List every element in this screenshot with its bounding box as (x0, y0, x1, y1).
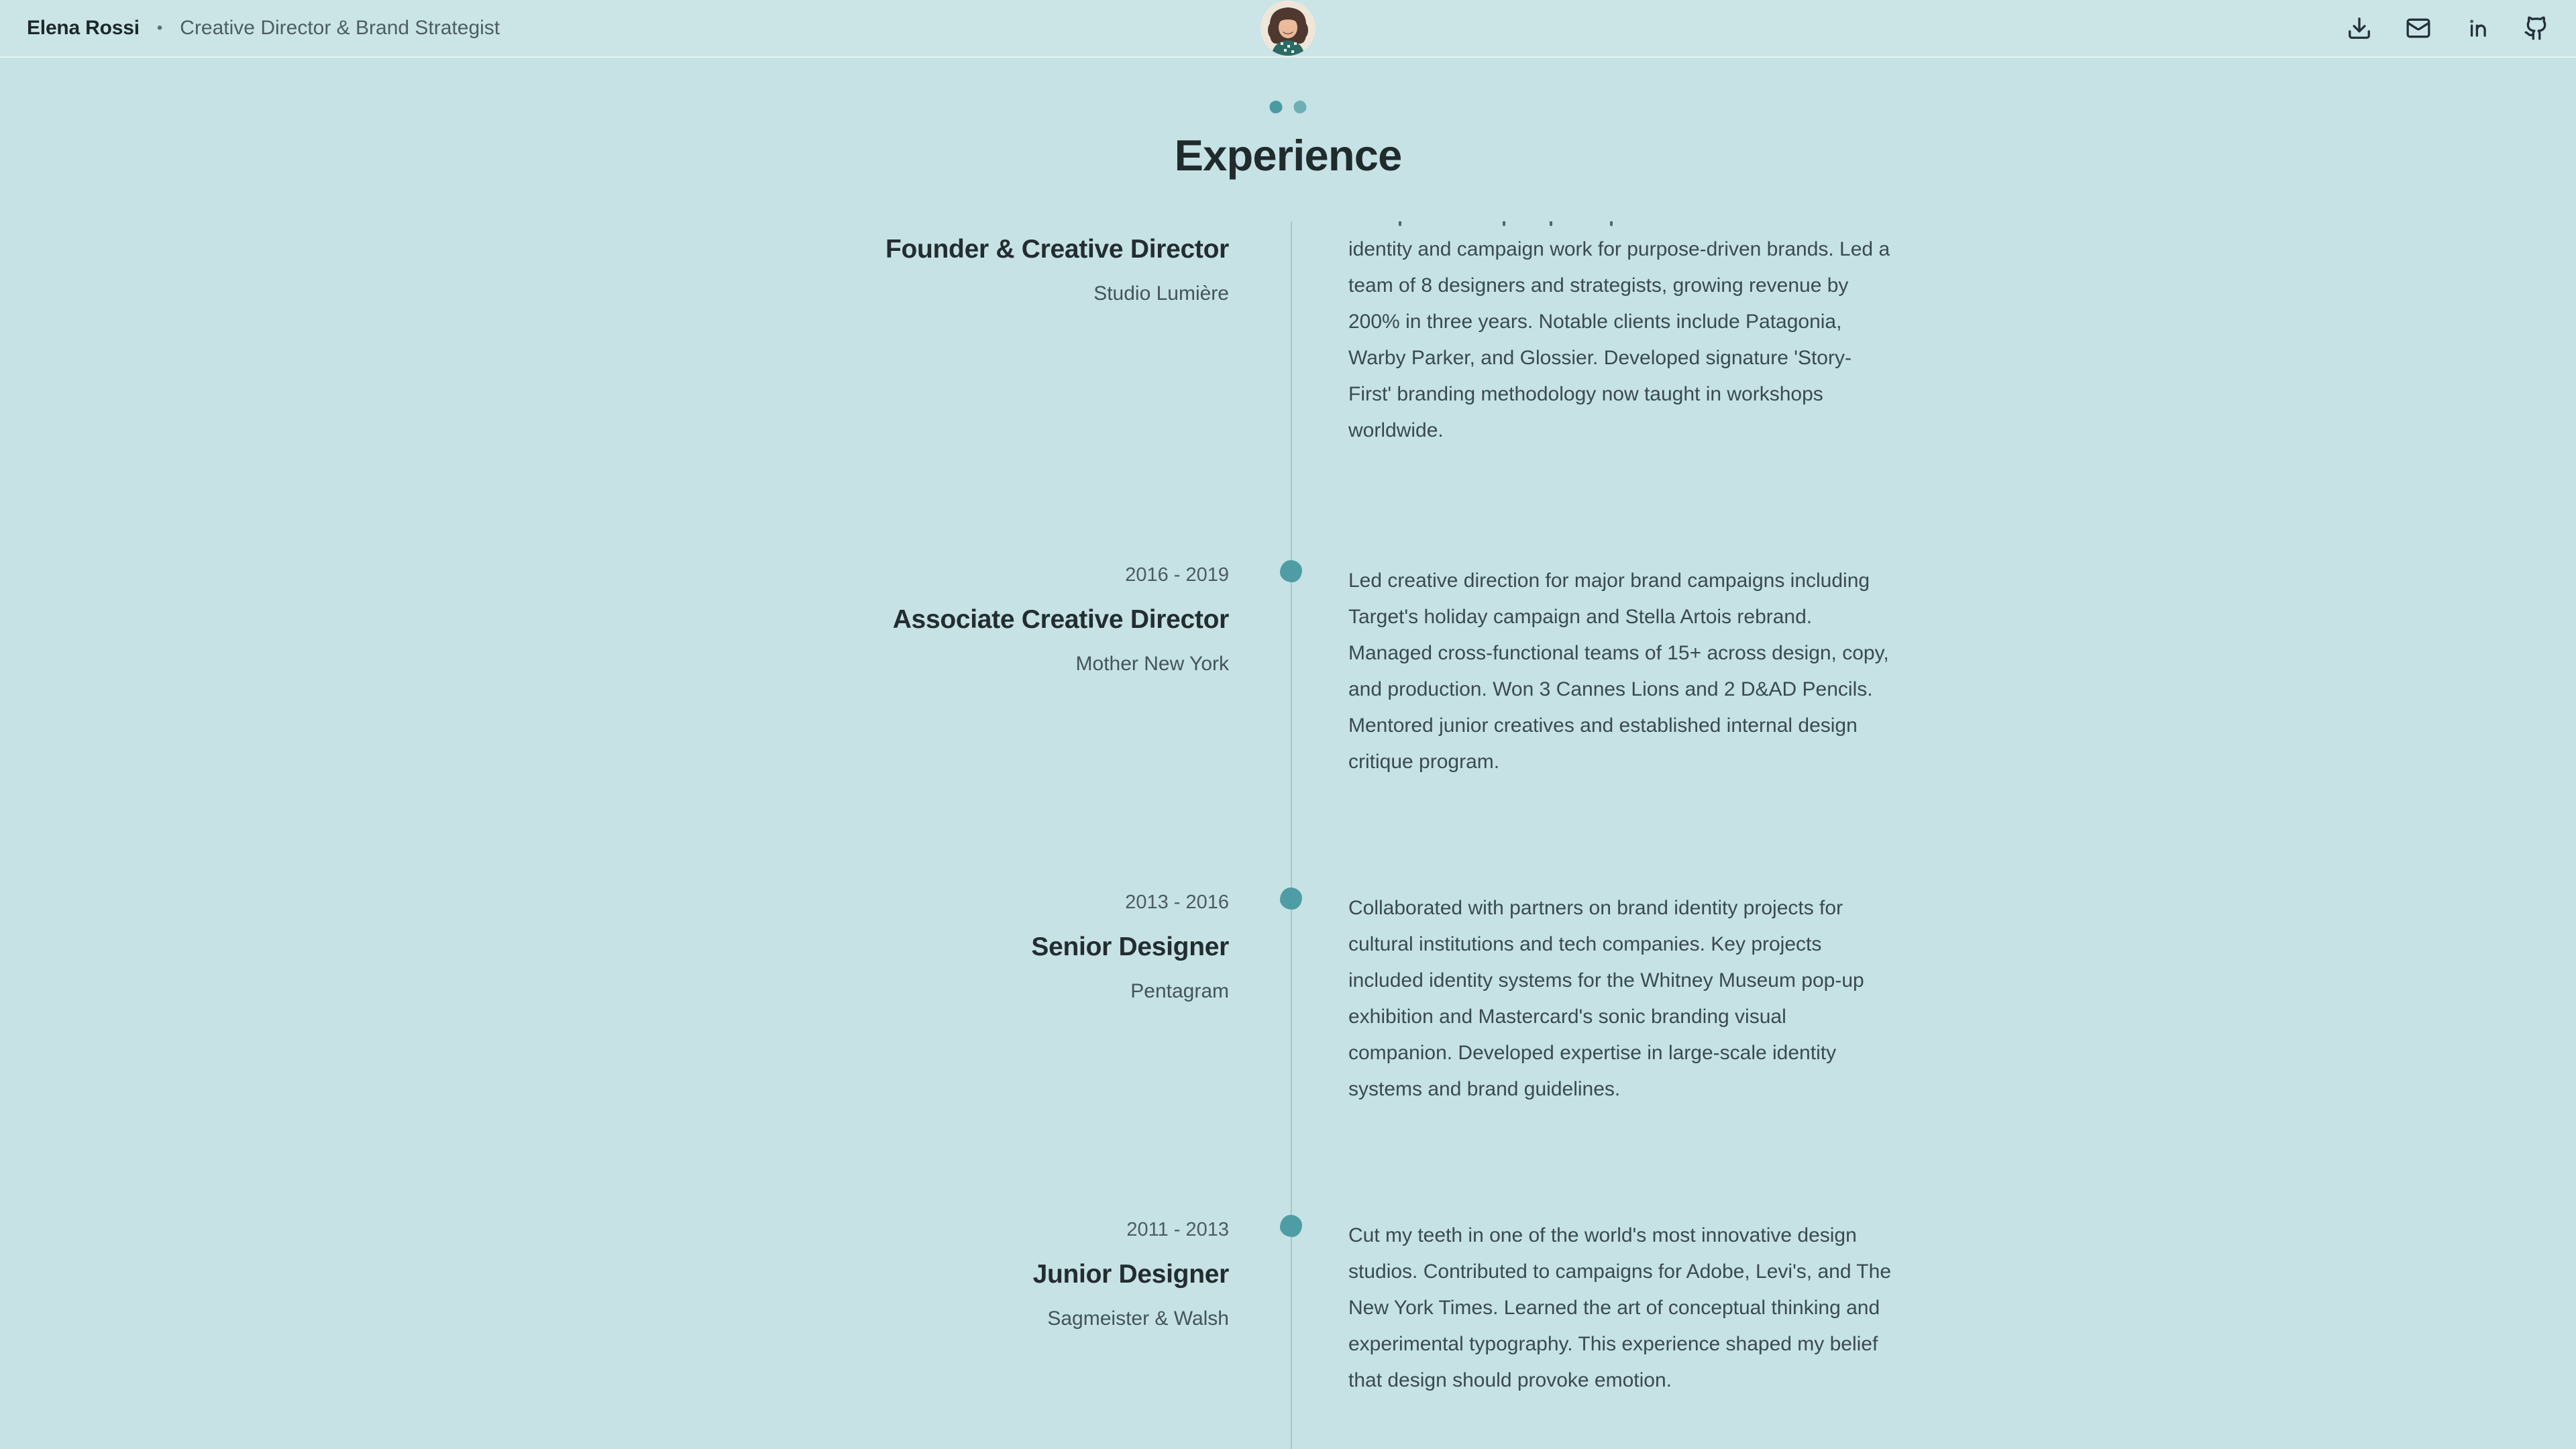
section-title: Experience (1174, 131, 1402, 180)
email-button[interactable] (2406, 15, 2431, 41)
entry-body (1348, 1218, 1892, 1399)
person-name: Elena Rossi (27, 17, 140, 39)
entry-company: Mother New York (1075, 653, 1229, 675)
separator-dot: • (156, 19, 163, 37)
entry-description: Led creative direction for major brand campaigns including Target's holiday campaign and Stella Artois rebrand. Managed cross-functional teams of 15+ across design, copy, and production. Won 3 Cannes Lions and 2 D&AD Pencils. Mentored junior creatives and established internal design critique program. (1348, 570, 1889, 773)
github-icon (2524, 15, 2549, 41)
mail-icon (2406, 15, 2431, 41)
experience-entry (867, 221, 1893, 449)
entry-body (1348, 890, 1892, 1108)
section-dot-active[interactable] (1270, 101, 1283, 113)
timeline-content (867, 221, 1893, 1399)
avatar-image (1260, 1, 1316, 56)
section-dot[interactable] (1294, 101, 1307, 113)
avatar[interactable] (1260, 1, 1316, 56)
timeline-dot (1280, 888, 1302, 910)
entry-description: Cut my teeth in one of the world's most innovative design studios. Contributed to campaigns for Adobe, Levi's, and The New York Times. Learned the art of conceptual thinking and experimental typography. This experience shaped my belief that design should provoke emotion. (1348, 1224, 1892, 1391)
entry-company: Sagmeister & Walsh (1047, 1307, 1229, 1330)
linkedin-icon (2465, 15, 2490, 41)
entry-company: Studio Lumière (1093, 282, 1229, 305)
entry-title: Associate Creative Director (892, 605, 1229, 634)
download-icon (2347, 15, 2372, 41)
top-bar (0, 0, 2576, 58)
entry-meta (867, 221, 1229, 449)
entry-title: Founder & Creative Director (885, 235, 1229, 264)
timeline-dot (1280, 560, 1302, 582)
entry-body (1348, 221, 1892, 449)
linkedin-button[interactable] (2465, 15, 2490, 41)
entry-meta (867, 1218, 1229, 1399)
experience-entry (867, 563, 1893, 780)
download-button[interactable] (2347, 15, 2372, 41)
timeline-dot (1280, 1215, 1302, 1237)
entry-title: Senior Designer (1031, 932, 1229, 961)
github-button[interactable] (2524, 15, 2549, 41)
entry-body (1348, 563, 1892, 780)
entry-company: Pentagram (1130, 980, 1229, 1002)
experience-timeline (867, 221, 1893, 1449)
entry-meta (867, 890, 1229, 1108)
entry-dates: 2011 - 2013 (1126, 1219, 1229, 1240)
entry-description: Collaborated with partners on brand identity projects for cultural institutions and tech companies. Key projects included identity systems for the Whitney Museum pop-up exhibition and Mastercard's sonic branding visual companion. Developed expertise in large-scale identity systems and brand guidelines. (1348, 897, 1864, 1100)
header-actions (2347, 15, 2549, 41)
person-role: Creative Director & Brand Strategist (180, 17, 500, 39)
entry-meta (867, 563, 1229, 780)
experience-entry (867, 890, 1893, 1108)
entry-title: Junior Designer (1032, 1260, 1229, 1289)
entry-dates: 2013 - 2016 (1125, 892, 1229, 913)
experience-entry (867, 1218, 1893, 1399)
entry-description: identity and campaign work for purpose-driven brands. Led a team of 8 designers and strategists, growing revenue by 200% in three years. Notable clients include Patagonia, Warby Parker, and Glossier. Developed signature 'Story-First' branding methodology now taught in workshops worldwide. (1348, 238, 1890, 441)
section-pagination (1270, 101, 1307, 113)
entry-dates: 2016 - 2019 (1125, 564, 1229, 586)
